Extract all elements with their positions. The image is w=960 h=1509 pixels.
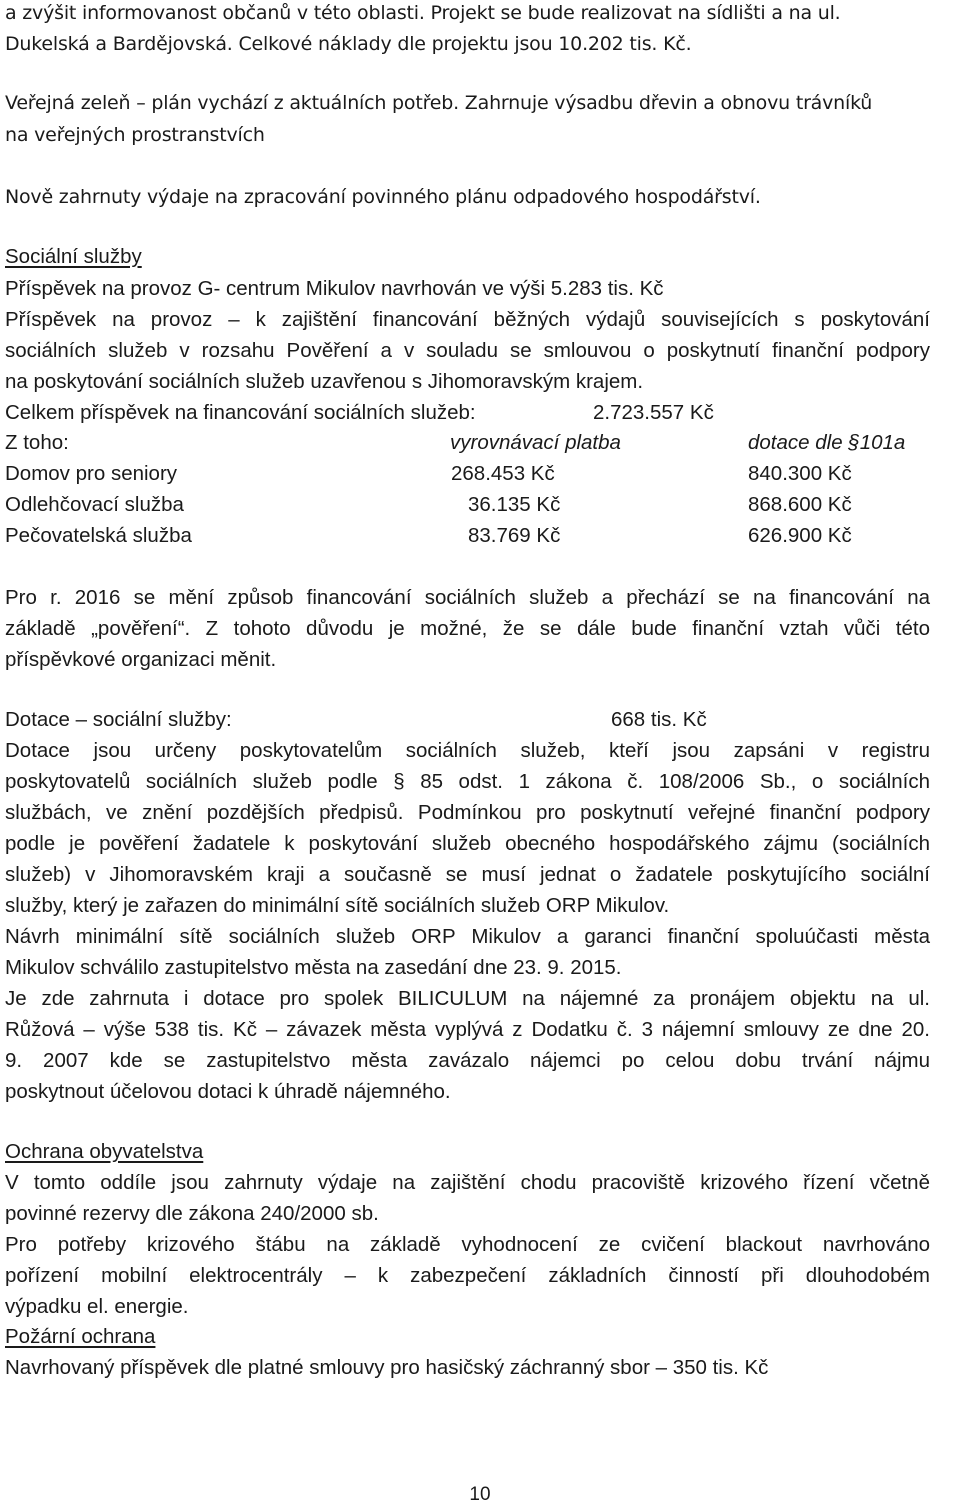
- dotace-line-7: Návrh minimální sítě sociálních služeb ORP Mikulov a garanci finanční spoluúčasti města: [5, 925, 930, 948]
- ochrana-line-5: výpadku el. energie.: [5, 1295, 189, 1318]
- ochrana-heading-text: Ochrana obyvatelstva: [5, 1140, 204, 1163]
- social-total-value: 2.723.557 Kč: [593, 401, 714, 424]
- dotace-line-3: službách, ve znění pozdějších předpisů. Podmínkou pro poskytnutí veřejné finanční podpory: [5, 801, 930, 824]
- social-heading-text: Sociální služby: [5, 245, 142, 268]
- social-line-4: na poskytování sociálních služeb uzavřenou s Jihomoravským krajem.: [5, 370, 644, 393]
- dotace-line-5: služeb) v Jihomoravském kraji a současně se musí jednat o žadatele poskytujícího sociální: [5, 863, 930, 886]
- intro-line-4: na veřejných prostranstvích: [5, 124, 265, 146]
- dotace-line-1: Dotace jsou určeny poskytovatelům sociálních služeb, kteří jsou zapsáni v registru: [5, 739, 930, 762]
- dotace-line-10: Růžová – výše 538 tis. Kč – závazek města vyplývá z Dodatku č. 3 nájemní smlouvy ze dne 20.: [5, 1018, 930, 1041]
- dotace-line-4: podle je pověření žadatele k poskytování služeb obecného hospodářského zájmu (sociálních: [5, 832, 930, 855]
- table-row-2-val2: 868.600 Kč: [748, 493, 852, 516]
- dotace-line-6: služby, který je zařazen do minimální sítě sociálních služeb ORP Mikulov.: [5, 894, 670, 917]
- dotace-line-12: poskytnout účelovou dotaci k úhradě nájemného.: [5, 1080, 451, 1103]
- dotace-line-2: poskytovatelů sociálních služeb podle § 85 odst. 1 zákona č. 108/2006 Sb., o sociálních: [5, 770, 930, 793]
- table-row-3-val1: 83.769 Kč: [468, 524, 561, 547]
- table-row-2-val1: 36.135 Kč: [468, 493, 561, 516]
- social-line-2: Příspěvek na provoz – k zajištění financování běžných výdajů souvisejících s poskytování: [5, 308, 930, 331]
- table-header-col1: vyrovnávací platba: [450, 431, 621, 454]
- table-header-col2: dotace dle §101a: [748, 431, 906, 454]
- table-row-2-name: Odlehčovací služba: [5, 493, 184, 516]
- page-number: 10: [469, 1484, 491, 1505]
- pozarni-heading-text: Požární ochrana: [5, 1325, 156, 1348]
- table-row-3-val2: 626.900 Kč: [748, 524, 852, 547]
- p2016-line-3: příspěvkové organizaci měnit.: [5, 648, 277, 671]
- dotace-label: Dotace – sociální služby:: [5, 708, 232, 731]
- ochrana-line-2: povinné rezervy dle zákona 240/2000 sb.: [5, 1202, 379, 1225]
- social-heading: [5, 242, 930, 272]
- intro-line-2: Dukelská a Bardějovská. Celkové náklady dle projektu jsou 10.202 tis. Kč.: [5, 33, 692, 55]
- intro-line-5: Nově zahrnuty výdaje na zpracování povinného plánu odpadového hospodářství.: [5, 186, 761, 208]
- table-row-1-val2: 840.300 Kč: [748, 462, 852, 485]
- dotace-line-11: 9. 2007 kde se zastupitelstvo města zavázalo nájemci po celou dobu trvání nájmu: [5, 1049, 930, 1072]
- ochrana-line-1: V tomto oddíle jsou zahrnuty výdaje na zajištění chodu pracoviště krizového řízení včetně: [5, 1171, 930, 1194]
- dotace-line-8: Mikulov schválilo zastupitelstvo města na zasedání dne 23. 9. 2015.: [5, 956, 622, 979]
- pozarni-line: Navrhovaný příspěvek dle platné smlouvy pro hasičský záchranný sbor – 350 tis. Kč: [5, 1356, 769, 1379]
- ochrana-line-4: pořízení mobilní elektrocentrály – k zabezpečení základních činností při dlouhodobém: [5, 1264, 930, 1287]
- table-row-1-val1: 268.453 Kč: [451, 462, 555, 485]
- dotace-value: 668 tis. Kč: [611, 708, 707, 731]
- dotace-line-9: Je zde zahrnuta i dotace pro spolek BILICULUM na nájemné za pronájem objektu na ul.: [5, 987, 930, 1010]
- table-row-1-name: Domov pro seniory: [5, 462, 178, 485]
- ochrana-line-3: Pro potřeby krizového štábu na základě vyhodnocení ze cvičení blackout navrhováno: [5, 1233, 930, 1256]
- intro-line-3: Veřejná zeleň – plán vychází z aktuálních potřeb. Zahrnuje výsadbu dřevin a obnovu trávníků: [5, 92, 873, 114]
- pozarni-heading: [5, 1322, 930, 1352]
- p2016-line-2: základě „pověření“. Z tohoto důvodu je možné, že se dále bude finanční vztah vůči této: [5, 617, 930, 640]
- table-row-3-name: Pečovatelská služba: [5, 524, 192, 547]
- social-total-label: Celkem příspěvek na financování sociálních služeb:: [5, 401, 476, 424]
- social-line-3: sociálních služeb v rozsahu Pověření a v souladu se smlouvou o poskytnutí finanční podpory: [5, 339, 930, 362]
- table-header-label: Z toho:: [5, 431, 69, 454]
- ochrana-heading: [5, 1137, 930, 1167]
- social-line-1: Příspěvek na provoz G- centrum Mikulov navrhován ve výši 5.283 tis. Kč: [5, 277, 664, 300]
- p2016-line-1: Pro r. 2016 se mění způsob financování sociálních služeb a přechází se na financování na: [5, 586, 930, 609]
- intro-line-1: a zvýšit informovanost občanů v této oblasti. Projekt se bude realizovat na sídlišti a na ul.: [5, 2, 841, 24]
